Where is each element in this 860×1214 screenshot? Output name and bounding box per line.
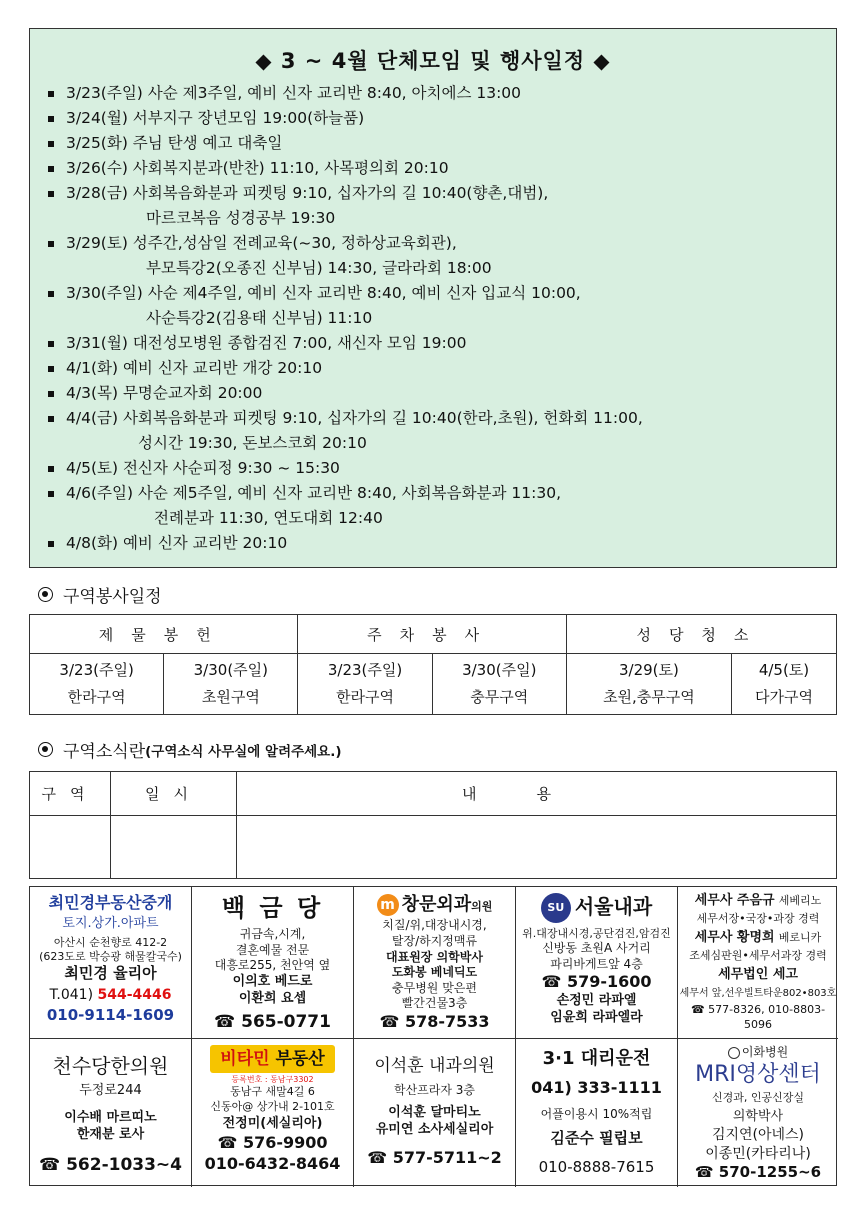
list-item: 3/26(수) 사회복지분과(반찬) 11:10, 사목평의회 20:10 (48, 156, 836, 181)
table-header: 성당청소 (566, 615, 836, 654)
seal-logo-icon: SU (541, 893, 571, 923)
table-cell (111, 816, 237, 879)
hospital-logo-icon (728, 1047, 740, 1059)
list-item: 4/4(금) 사회복음화분과 피켓팅 9:10, 십자가의 길 10:40(한라,초원), 헌화회 11:00, 성시간 19:30, 돈보스코회 20:10 (48, 406, 836, 456)
list-item: 3/30(주일) 사순 제4주일, 예비 신자 교리반 8:40, 예비 신자 입교식 10:00, 사순특강2(김용태 신부님) 11:10 (48, 281, 836, 331)
service-table (29, 614, 837, 715)
ad-daeri-driving: 3·1 대리운전 041) 333-1111 어플이용시 10%적립 김준수 필립보 010-8888-7615 (516, 1039, 678, 1187)
list-item: 3/24(월) 서부지구 장년모임 19:00(하늘품) (48, 106, 836, 131)
news-table (29, 771, 837, 879)
list-item: 3/28(금) 사회복음화분과 피켓팅 9:10, 십자가의 길 10:40(향촌,대범), 마르코복음 성경공부 19:30 (48, 181, 836, 231)
table-header: 제물봉헌 (30, 615, 298, 654)
vitamin-logo: 비타민 부동산 (210, 1045, 334, 1073)
radio-bullet-icon (38, 742, 53, 757)
ad-vitamin-realestate: 비타민 부동산 등록번호 : 동남구3302 동남구 새말4길 6 신동아@ 상가내 2-101호 전정미(세실리아) ☎ 576-9900 010-6432-8464 (192, 1039, 354, 1187)
table-header: 구역 (30, 772, 111, 816)
ad-tax-office: 세무사 주음규 세베리노 세무서장•국장•과장 경력 세무사 황명희 베로니카 조세심판원•세무서과장 경력 세무법인 세고 세무서 앞,선우빌트타운802•803호 ☎ 577-8326, 010-8803-5096 (678, 887, 838, 1039)
table-cell: 3/23(주일) 한라구역 (298, 654, 432, 715)
table-cell (237, 816, 837, 879)
table-cell (30, 816, 111, 879)
list-item: 3/25(화) 주님 탄생 예고 대축일 (48, 131, 836, 156)
schedule-box (29, 28, 837, 568)
ads-grid (29, 886, 837, 1186)
list-item: 3/31(월) 대전성모병원 종합검진 7:00, 새신자 모임 19:00 (48, 331, 836, 356)
schedule-list (30, 81, 836, 556)
ad-realestate-choi: 최민경부동산중개 토지.상가.아파트 아산시 순천향로 412-2 (623도로 박승광 해물칼국수) 최민경 율리아 T.041) 544-4446 010-9114-1609 (30, 887, 192, 1039)
ad-changmun-clinic: m 창문외과의원 치질/위,대장내시경, 탈장/하지정맥류 대표원장 의학박사 도화봉 베네딕도 충무병원 맞은편 빨간건물3층 ☎ 578-7533 (354, 887, 516, 1039)
table-header: 일시 (111, 772, 237, 816)
ad-leeseokhoon-clinic: 이석훈 내과의원 학산프라자 3층 이석훈 달마티노 유미연 소사세실리아 ☎ 577-5711~2 (354, 1039, 516, 1187)
table-header: 주차봉사 (298, 615, 566, 654)
table-cell: 3/23(주일) 한라구역 (30, 654, 164, 715)
table-cell: 3/30(주일) 초원구역 (164, 654, 298, 715)
list-item: 4/3(목) 무명순교자회 20:00 (48, 381, 836, 406)
table-header: 내용 (237, 772, 837, 816)
list-item: 4/1(화) 예비 신자 교리반 개강 20:10 (48, 356, 836, 381)
list-item: 4/8(화) 예비 신자 교리반 20:10 (48, 531, 836, 556)
news-heading: 구역소식란 (구역소식 사무실에 알려주세요.) (38, 737, 342, 762)
table-cell: 3/30(주일) 충무구역 (432, 654, 566, 715)
list-item: 4/5(토) 전신자 사순피정 9:30 ~ 15:30 (48, 456, 836, 481)
table-cell: 3/29(토) 초원,충무구역 (566, 654, 731, 715)
ad-seoul-internal: SU 서울내과 위.대장내시경,공단검진,암검진 신방동 초원A 사거리 파리바게트앞 4층 ☎ 579-1600 손정민 라파엘 임윤희 라파엘라 (516, 887, 678, 1039)
radio-bullet-icon (38, 587, 53, 602)
ad-cheonsudang: 천수당한의원 두정로244 이수배 마르띠노 한재분 로사 ☎ 562-1033~4 (30, 1039, 192, 1187)
list-item: 3/23(주일) 사순 제3주일, 예비 신자 교리반 8:40, 아치에스 13:00 (48, 81, 836, 106)
service-heading: 구역봉사일정 (38, 582, 162, 607)
list-item: 3/29(토) 성주간,성삼일 전례교육(~30, 정하상교육회관), 부모특강2(오종진 신부님) 14:30, 글라라회 18:00 (48, 231, 836, 281)
ad-baekgeumdang: 백 금 당 귀금속,시계, 결혼예물 전문 대흥로255, 천안역 옆 이의호 베드로 이환희 요셉 ☎ 565-0771 (192, 887, 354, 1039)
clinic-logo-icon: m (377, 894, 399, 916)
table-cell: 4/5(토) 다가구역 (731, 654, 836, 715)
list-item: 4/6(주일) 사순 제5주일, 예비 신자 교리반 8:40, 사회복음화분과 11:30, 전례분과 11:30, 연도대회 12:40 (48, 481, 836, 531)
ad-mri-center: 이화병원 MRI영상센터 신경과, 인공신장실 의학박사 김지연(아네스) 이종민(카타리나) ☎ 570-1255~6 (694, 1045, 822, 1181)
schedule-title: ◆ 3 ~ 4월 단체모임 및 행사일정 ◆ (255, 49, 611, 73)
